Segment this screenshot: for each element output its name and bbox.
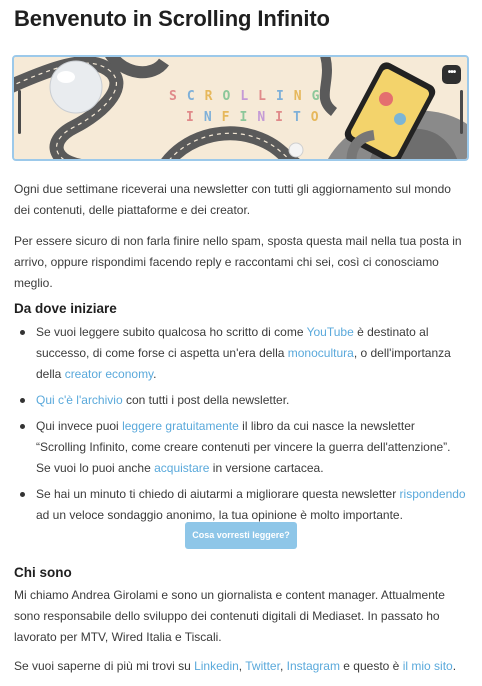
intro-paragraph-2: Per essere sicuro di non farla finire nello spam, sposta questa mail nella tua posta in arrivo, oppure rispondimi facendo reply e raccontami chi sei, così ci conosciamo meglio.	[14, 234, 462, 290]
intro-paragraph-1: Ogni due settimane riceverai una newsletter con tutti gli aggiornamento sul mondo dei contenuti, delle piattaforme e dei creator.	[14, 182, 451, 217]
social-sep: ,	[238, 659, 246, 673]
social-text: .	[452, 659, 457, 673]
hero-letter: I	[239, 110, 258, 125]
link-creator-economy[interactable]: creator economy	[64, 367, 154, 381]
link-linkedin[interactable]: Linkedin	[194, 659, 239, 673]
hero-letter: R	[204, 89, 223, 104]
bullet-text: in versione cartacea.	[209, 461, 324, 475]
link-acquistare[interactable]: acquistare	[154, 461, 210, 475]
bullet-icon	[20, 492, 25, 497]
bullet-text: con tutti i post della newsletter.	[122, 393, 290, 407]
hero-word-infinito	[186, 110, 329, 125]
hero-letter: O	[310, 110, 329, 125]
right-resize-handle[interactable]	[460, 90, 463, 134]
hero-illustration	[14, 57, 469, 161]
bio-paragraph: Mi chiamo Andrea Girolami e sono un giornalista e content manager. Attualmente sono responsabile dello sviluppo dei contenuti digitali di Mediaset. In passato ho lavorato per MTV, Wired Italia e Tiscali.	[14, 588, 445, 644]
social-text: e questo è	[339, 659, 403, 673]
hero-letter: N	[257, 110, 276, 125]
page-title: Benvenuto in Scrolling Infinito	[14, 6, 330, 31]
start-list	[14, 322, 466, 531]
hero-letter: L	[258, 89, 276, 104]
bullet-text: il libro da cui nasce la newsletter “Scrolling Infinito, come creare contenuti per vincere la guerra dell'attenzione”. Se vuoi lo puoi anche	[36, 419, 451, 475]
link-twitter[interactable]: Twitter	[245, 659, 280, 673]
bullet-text: è destinato al successo, di come forse ci aspetta un'era della	[36, 325, 429, 360]
left-resize-handle[interactable]	[18, 90, 21, 134]
link-rispondendo[interactable]: rispondendo	[399, 487, 466, 501]
hero-letter: T	[292, 110, 311, 125]
hero-letter: I	[186, 110, 204, 125]
hero-banner[interactable]	[12, 55, 469, 161]
hero-letter: G	[311, 89, 330, 104]
link-leggere-gratuitamente[interactable]: leggere gratuitamente	[122, 419, 239, 433]
hero-letter: N	[293, 89, 312, 104]
bullet-icon	[20, 398, 25, 403]
hero-letter: S	[169, 89, 187, 104]
bullet-icon	[20, 330, 25, 335]
bullet-icon	[20, 424, 25, 429]
link-monocultura[interactable]: monocultura	[287, 346, 354, 360]
bullet-text: Se vuoi leggere subito qualcosa ho scritto di come	[36, 325, 307, 339]
link-instagram[interactable]: Instagram	[286, 659, 340, 673]
link-sito[interactable]: il mio sito	[402, 659, 453, 673]
hero-letter: I	[275, 89, 294, 104]
survey-button[interactable]: Cosa vorresti leggere?	[185, 522, 297, 549]
link-youtube[interactable]: YouTube	[306, 325, 354, 339]
hero-word-scrolling	[169, 89, 329, 104]
hero-letter: F	[221, 110, 240, 125]
hero-letter: L	[240, 89, 259, 104]
social-text: Se vuoi saperne di più mi trovi su	[14, 659, 195, 673]
bullet-text: ad un veloce sondaggio anonimo, la tua opinione è molto importante.	[36, 508, 403, 522]
list-item	[14, 484, 466, 526]
list-item	[14, 390, 466, 411]
hero-letter: N	[203, 110, 222, 125]
list-item	[14, 416, 466, 479]
hero-letter: C	[186, 89, 205, 104]
social-paragraph	[14, 656, 466, 677]
social-sep: ,	[279, 659, 287, 673]
section-heading-about: Chi sono	[14, 565, 72, 580]
section-heading-start: Da dove iniziare	[14, 301, 117, 316]
bullet-text: .	[153, 367, 157, 381]
link-archivio[interactable]: Qui c'è l'archivio	[36, 393, 123, 407]
bullet-text: Se hai un minuto ti chiedo di aiutarmi a migliorare questa newsletter	[36, 487, 400, 501]
bullet-text: , o dell'importanza della	[36, 346, 451, 381]
more-dots-icon[interactable]: •••	[442, 65, 461, 84]
hero-letter: I	[275, 110, 293, 125]
hero-letter: O	[222, 89, 241, 104]
bullet-text: Qui invece puoi	[36, 419, 123, 433]
list-item	[14, 322, 466, 385]
